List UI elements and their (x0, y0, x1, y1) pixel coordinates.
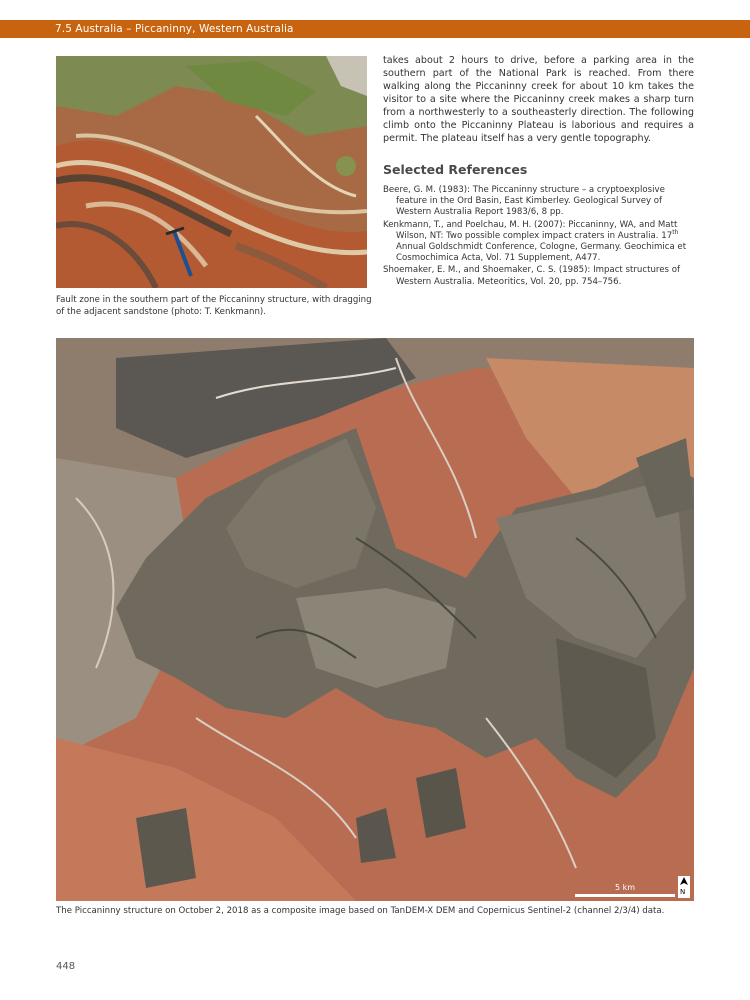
satellite-caption: The Piccaninny structure on October 2, 2018 as a composite image based on TanDEM-X DEM and Copernicus Sentinel-2 (channel 2/3/4) data. (56, 906, 665, 916)
reference-text: Beere, G. M. (1983): The Piccaninny structure – a cryptoexplosive feature in the Ord Basin, East Kimberley. Geological Survey of Western Australia Report 1983/6, 8 pp. (383, 185, 665, 218)
references-list (383, 185, 694, 289)
reference-text: Annual Goldschmidt Conference, Cologne, Germany. Geochimica et Cosmochimica Acta, Vol. 71 Supplement, A477. (396, 242, 687, 264)
reference-text: Kenkmann, T., and Poelchau, M. H. (2007): Piccaninny, WA, and Matt Wilson, NT: Two possible complex impact craters in Australia. 17 (383, 219, 678, 241)
reference-item (383, 265, 694, 287)
reference-item (383, 220, 694, 265)
scale-line (575, 894, 675, 897)
reference-item (383, 185, 694, 219)
body-paragraph: takes about 2 hours to drive, before a parking area in the southern part of the National Park is reached. From there walking along the Piccaninny creek for about 10 km takes the visitor to a site where the Piccaninny creek makes a sharp turn from a northwesterly to a southeasterly direction. The following climb onto the Piccaninny Plateau is laborious and requires a permit. The plateau itself has a very gentle topography. (383, 55, 694, 144)
scale-label: 5 km (615, 883, 636, 892)
reference-text: Shoemaker, E. M., and Shoemaker, C. S. (1985): Impact structures of Western Australia. Meteoritics, Vol. 20, pp. 754–756. (383, 265, 681, 287)
page-number: 448 (56, 961, 76, 972)
running-header (0, 20, 750, 38)
references-heading: Selected References (383, 162, 528, 177)
satellite-image (56, 338, 694, 901)
photo-caption: Fault zone in the southern part of the Piccaninny structure, with dragging of the adjacent sandstone (photo: T. Kenkmann). (56, 295, 372, 317)
scale-bar (575, 883, 675, 897)
running-header-title: 7.5 Australia – Piccaninny, Western Australia (55, 23, 294, 35)
fault-zone-photo (56, 56, 367, 288)
reference-superscript: th (672, 228, 679, 236)
north-label: N (680, 888, 686, 896)
